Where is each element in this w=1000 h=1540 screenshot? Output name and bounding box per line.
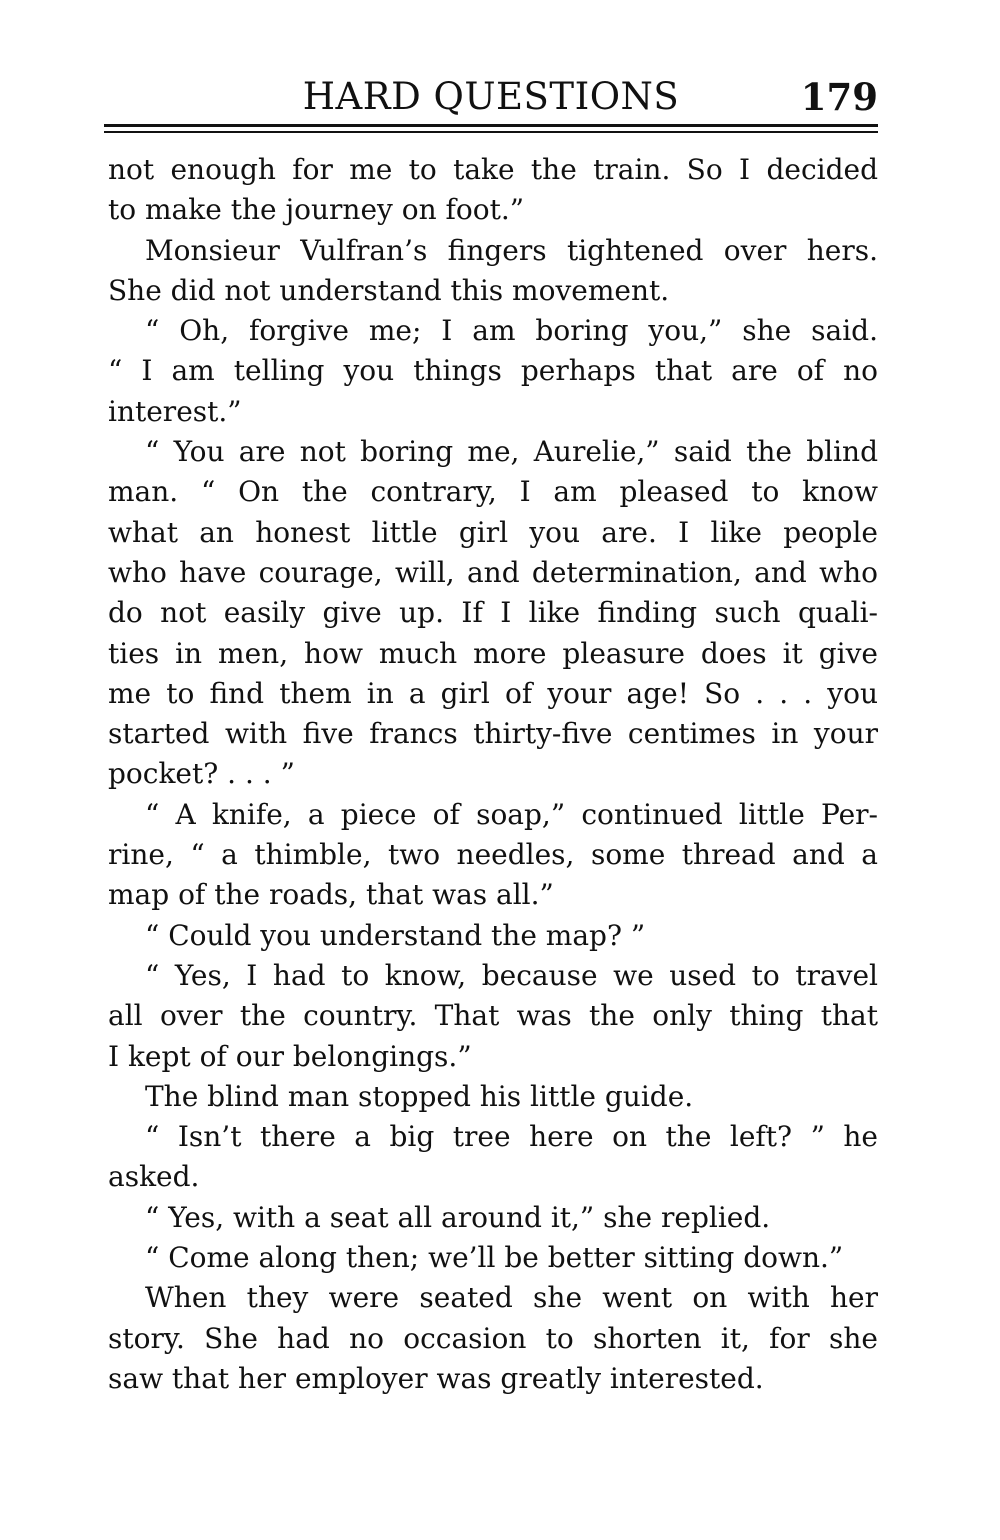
text-line: “ Yes, I had to know, because we used to travel	[145, 958, 878, 992]
text-line: started with five francs thirty-five centimes in your	[108, 717, 878, 751]
text-line: “ Yes, with a seat all around it,” she replied.	[145, 1200, 771, 1234]
text-line: She did not understand this movement.	[108, 273, 670, 307]
text-line: The blind man stopped his little guide.	[145, 1079, 694, 1113]
page-number: 179	[800, 75, 878, 119]
page-header	[104, 72, 878, 122]
text-line: what an honest little girl you are. I like people	[108, 515, 878, 549]
text-line: ties in men, how much more pleasure does it give	[108, 636, 878, 670]
text-line: “ I am telling you things perhaps that are of no	[108, 354, 878, 388]
header-rule-thin	[104, 131, 878, 133]
text-line: asked.	[108, 1160, 200, 1194]
text-line: “ Isn’t there a big tree here on the left? ” he	[145, 1120, 878, 1154]
text-line: “ Come along then; we’ll be better sitting down.”	[145, 1241, 844, 1275]
text-line: to make the journey on foot.”	[108, 193, 525, 227]
text-line: story. She had no occasion to shorten it, for she	[108, 1321, 878, 1355]
text-line: “ A knife, a piece of soap,” continued little Per-	[145, 797, 878, 831]
text-line: who have courage, will, and determination, and who	[108, 555, 878, 589]
text-line: do not easily give up. If I like finding such quali-	[108, 596, 878, 630]
body-text	[108, 150, 878, 1399]
header-rule-thick	[104, 124, 878, 127]
text-line: pocket? . . . ”	[108, 757, 295, 791]
text-line: I kept of our belongings.”	[108, 1039, 472, 1073]
text-line: interest.”	[108, 394, 242, 428]
text-line: When they were seated she went on with her	[145, 1281, 878, 1315]
text-line: “ Could you understand the map? ”	[145, 918, 646, 952]
text-line: Monsieur Vulfran’s fingers tightened over hers.	[145, 233, 878, 267]
text-line: rine, “ a thimble, two needles, some thread and a	[108, 838, 878, 872]
text-line: saw that her employer was greatly interested.	[108, 1361, 764, 1395]
text-line: “ You are not boring me, Aurelie,” said the blind	[145, 435, 878, 469]
text-line: all over the country. That was the only thing that	[108, 999, 878, 1033]
text-line: man. “ On the contrary, I am pleased to know	[108, 475, 878, 509]
text-line: map of the roads, that was all.”	[108, 878, 554, 912]
text-line: not enough for me to take the train. So I decided	[108, 153, 878, 186]
text-line: me to find them in a girl of your age! So . . . you	[108, 676, 878, 710]
header-rule	[104, 124, 878, 135]
text-line: “ Oh, forgive me; I am boring you,” she said.	[145, 314, 878, 348]
running-title: HARD QUESTIONS	[302, 75, 680, 118]
